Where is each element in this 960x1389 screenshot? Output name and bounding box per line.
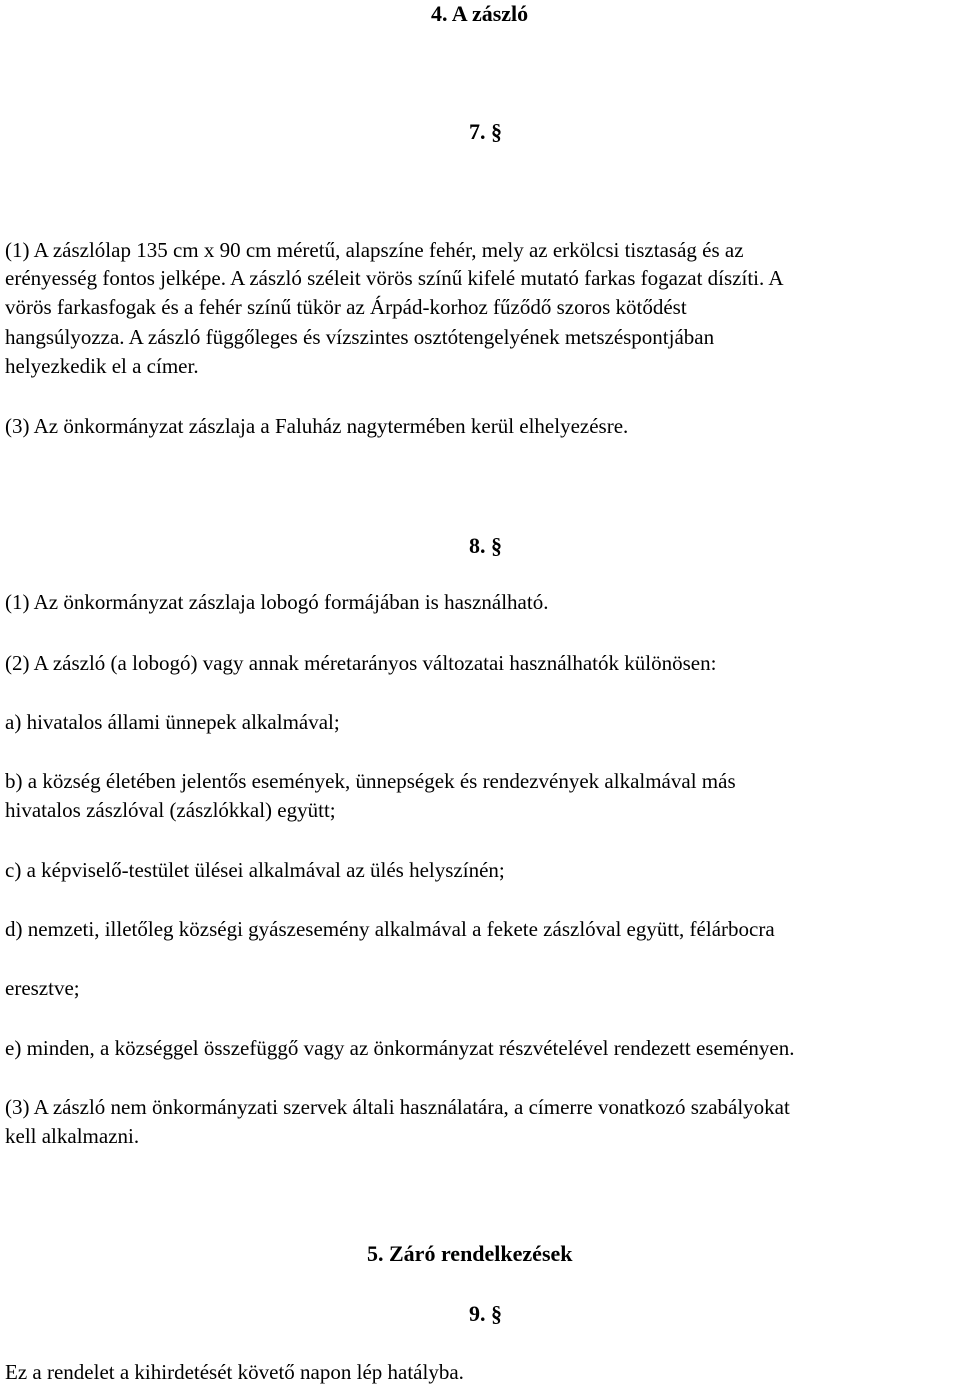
chapter-heading-closing: 5. Záró rendelkezések	[367, 1241, 573, 1266]
section-7-paragraph-3: (3) Az önkormányzat zászlaja a Faluház nagytermében kerül elhelyezésre.	[5, 414, 629, 438]
paragraph-line: hangsúlyozza. A zászló függőleges és vízszintes osztótengelyének metszéspontjában	[5, 325, 715, 349]
paragraph-line: kell alkalmazni.	[5, 1124, 140, 1148]
section-7-title: 7. §	[469, 119, 502, 144]
paragraph-line: vörös farkasfogak és a fehér színű tükör az Árpád-korhoz fűződő szoros kötődést	[5, 295, 687, 319]
section-8-title: 8. §	[469, 533, 502, 558]
section-8-paragraph-1: (1) Az önkormányzat zászlaja lobogó formájában is használható.	[5, 590, 549, 614]
section-8-item-c: c) a képviselő-testület ülései alkalmával az ülés helyszínén;	[5, 858, 505, 882]
paragraph-line: erényesség fontos jelképe. A zászló széleit vörös színű kifelé mutató farkas fogazat díszíti. A	[5, 266, 784, 290]
section-8-item-d-line-2: eresztve;	[5, 976, 80, 1000]
section-9-paragraph: Ez a rendelet a kihirdetését követő napon lép hatályba.	[5, 1360, 464, 1384]
section-9-title: 9. §	[469, 1301, 502, 1326]
paragraph-line: (3) A zászló nem önkormányzati szervek általi használatára, a címerre vonatkozó szabályokat	[5, 1095, 790, 1119]
paragraph-line: (1) A zászlólap 135 cm x 90 cm méretű, alapszíne fehér, mely az erkölcsi tisztaság és az	[5, 238, 744, 262]
paragraph-line: hivatalos zászlóval (zászlókkal) együtt;	[5, 798, 336, 822]
section-8-paragraph-2: (2) A zászló (a lobogó) vagy annak méretarányos változatai használhatók különösen:	[5, 651, 717, 675]
paragraph-line: helyezkedik el a címer.	[5, 354, 199, 378]
paragraph-line: b) a község életében jelentős események, ünnepségek és rendezvények alkalmával más	[5, 769, 736, 793]
chapter-heading-flag: 4. A zászló	[431, 1, 529, 26]
section-8-item-a: a) hivatalos állami ünnepek alkalmával;	[5, 710, 340, 734]
section-8-item-d-line-1: d) nemzeti, illetőleg községi gyászesemény alkalmával a fekete zászlóval együtt, félárbocra	[5, 917, 775, 941]
section-8-item-e: e) minden, a községgel összefüggő vagy az önkormányzat részvételével rendezett eseményen.	[5, 1036, 795, 1060]
